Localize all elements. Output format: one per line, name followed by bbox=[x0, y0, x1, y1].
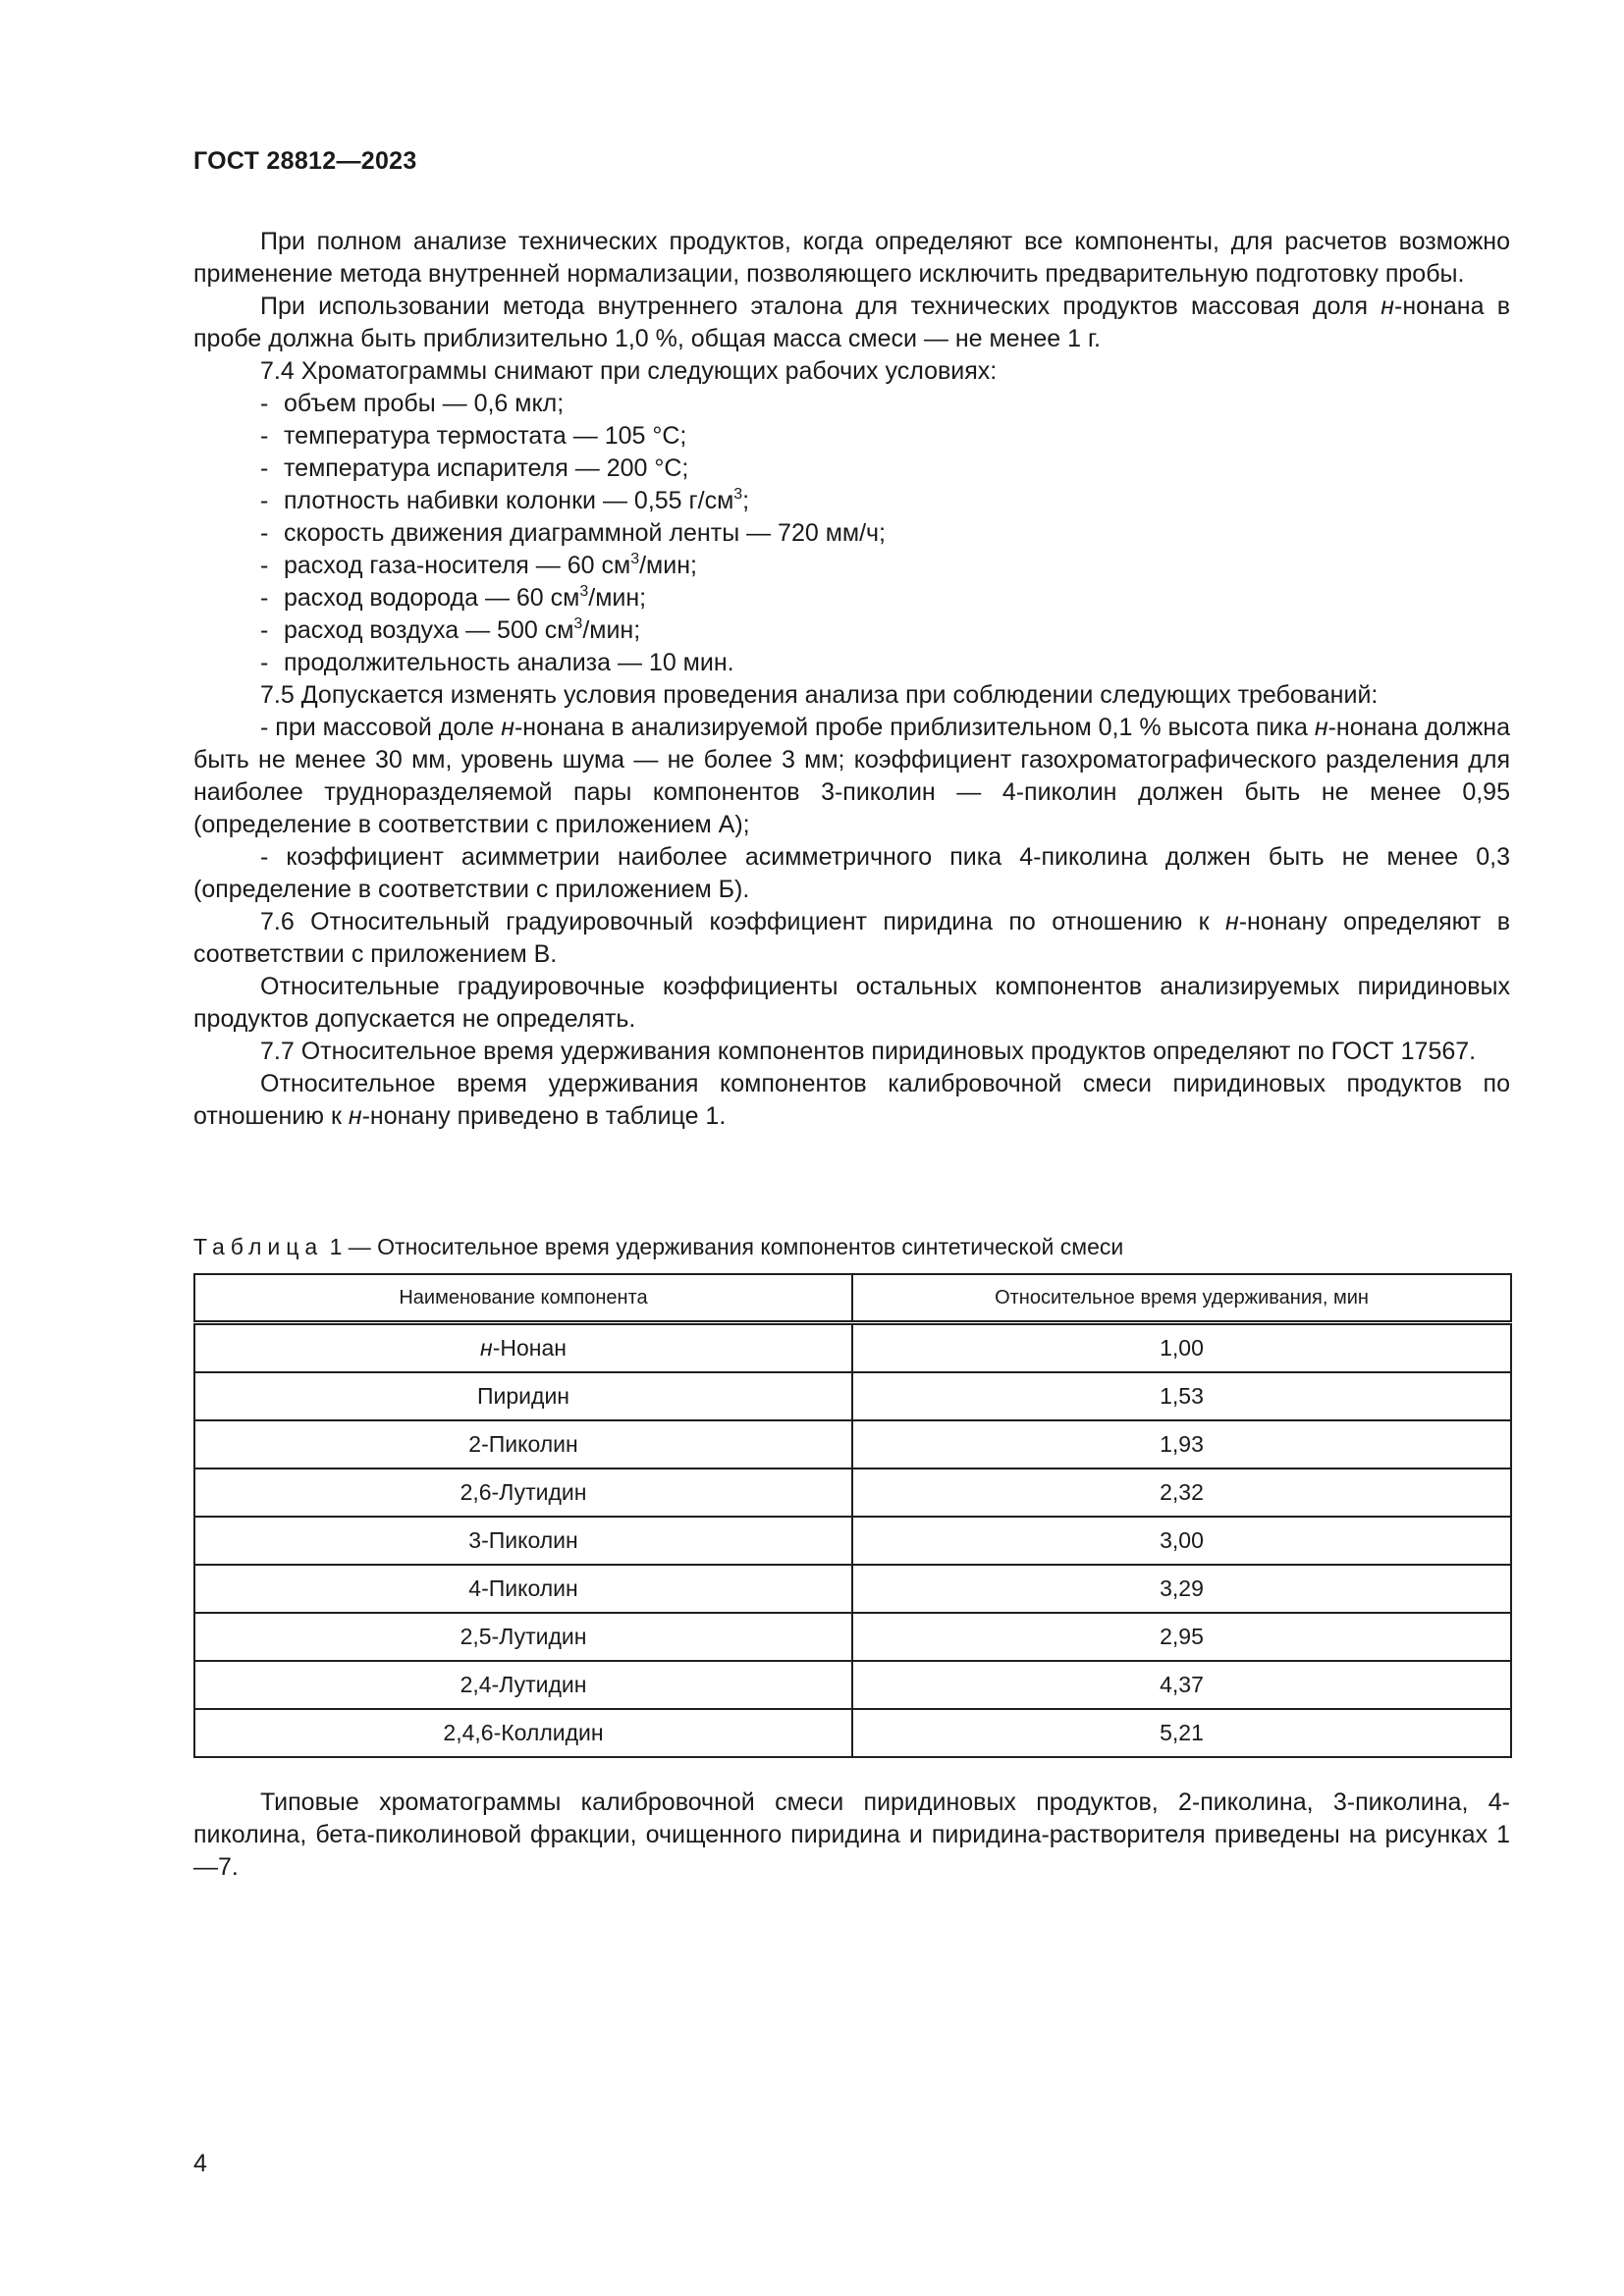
column-header: Наименование компонента bbox=[194, 1274, 852, 1323]
table-row bbox=[194, 1468, 1511, 1517]
table-row bbox=[194, 1709, 1511, 1757]
retention-time: 2,95 bbox=[852, 1613, 1511, 1661]
retention-time: 4,37 bbox=[852, 1661, 1511, 1709]
retention-time: 1,00 bbox=[852, 1323, 1511, 1373]
table-row bbox=[194, 1517, 1511, 1565]
component-name: Пиридин bbox=[194, 1372, 852, 1420]
component-name: 2-Пиколин bbox=[194, 1420, 852, 1468]
component-name: 2,6-Лутидин bbox=[194, 1468, 852, 1517]
table-caption: Таблица 1 — Относительное время удерживания компонентов синтетической смеси bbox=[193, 1234, 1124, 1259]
list-item: - объем пробы — 0,6 мкл; bbox=[260, 390, 565, 417]
table-header-row bbox=[194, 1274, 1511, 1323]
paragraph: При полном анализе технических продуктов, когда определяют все компоненты, для расчетов возможно применение метода внутренней нормализации, позволяющего исключить предварительную подготовку пробы. bbox=[193, 228, 1510, 288]
retention-time: 1,53 bbox=[852, 1372, 1511, 1420]
table-row bbox=[194, 1613, 1511, 1661]
body-text bbox=[193, 226, 1510, 1133]
table-row bbox=[194, 1323, 1511, 1373]
table-row bbox=[194, 1661, 1511, 1709]
retention-time: 3,29 bbox=[852, 1565, 1511, 1613]
list-item: - температура термостата — 105 °С; bbox=[260, 422, 687, 450]
retention-time: 5,21 bbox=[852, 1709, 1511, 1757]
section-7-5: 7.5 Допускается изменять условия проведения анализа при соблюдении следующих требований: bbox=[260, 681, 1379, 709]
page-number: 4 bbox=[193, 2150, 207, 2177]
closing-text bbox=[193, 1787, 1510, 1884]
list-item: - скорость движения диаграммной ленты — 720 мм/ч; bbox=[260, 519, 887, 547]
component-name: н-Нонан bbox=[194, 1323, 852, 1373]
retention-time: 1,93 bbox=[852, 1420, 1511, 1468]
component-name: 2,5-Лутидин bbox=[194, 1613, 852, 1661]
section-7-4: 7.4 Хроматограммы снимают при следующих рабочих условиях: bbox=[260, 357, 998, 385]
retention-time: 3,00 bbox=[852, 1517, 1511, 1565]
paragraph: Типовые хроматограммы калибровочной смеси пиридиновых продуктов, 2-пиколина, 3-пиколина, 4-пиколина, бета-пиколиновой фракции, очищенного пиридина и пиридина-растворителя приведены на рисунках 1—7. bbox=[193, 1789, 1510, 1881]
column-header: Относительное время удерживания, мин bbox=[852, 1274, 1511, 1323]
list-item: - расход воздуха — 500 $см^3$/мин; bbox=[260, 615, 641, 644]
paragraph: - коэффициент асимметрии наиболее асимметричного пика 4-пиколина должен быть не менее 0,3 (определение в соответствии с приложением Б). bbox=[193, 843, 1510, 903]
table-row bbox=[194, 1420, 1511, 1468]
table-row bbox=[194, 1565, 1511, 1613]
component-name: 2,4-Лутидин bbox=[194, 1661, 852, 1709]
list-item: - расход газа-носителя — 60 $см^3$/мин; bbox=[260, 551, 697, 579]
list-item: - температура испарителя — 200 °С; bbox=[260, 454, 689, 482]
component-name: 2,4,6-Коллидин bbox=[194, 1709, 852, 1757]
component-name: 4-Пиколин bbox=[194, 1565, 852, 1613]
retention-time-table bbox=[193, 1273, 1512, 1758]
retention-time: 2,32 bbox=[852, 1468, 1511, 1517]
paragraph: - при массовой доле н-нонана в анализируемой пробе приблизительном 0,1 % высота пика н-нонана должна быть не менее 30 мм, уровень шума — не более 3 мм; коэффициент газохроматографического разделения для наиболее трудноразделяемой пары компонентов 3-пиколин — 4-пиколин должен быть не менее 0,95 (определение в соответствии с приложением А); bbox=[193, 714, 1511, 838]
table-row bbox=[194, 1372, 1511, 1420]
paragraph: Относительное время удерживания компонентов калибровочной смеси пиридиновых продуктов по отношению к н-нонану приведено в таблице 1. bbox=[193, 1070, 1510, 1130]
list-item: - плотность набивки колонки — 0,55 $г/см^3$; bbox=[260, 486, 750, 514]
list-item: - продолжительность анализа — 10 мин. bbox=[260, 649, 734, 676]
paragraph: Относительные градуировочные коэффициенты остальных компонентов анализируемых пиридиновых продуктов допускается не определять. bbox=[193, 973, 1510, 1033]
section-7-6: 7.6 Относительный градуировочный коэффициент пиридина по отношению к н-нонану определяют в соответствии с приложением В. bbox=[193, 908, 1510, 968]
document-header: ГОСТ 28812—2023 bbox=[193, 147, 417, 175]
section-7-7: 7.7 Относительное время удерживания компонентов пиридиновых продуктов определяют по ГОСТ 17567. bbox=[260, 1038, 1477, 1065]
component-name: 3-Пиколин bbox=[194, 1517, 852, 1565]
paragraph: При использовании метода внутреннего эталона для технических продуктов массовая доля н-нонана в пробе должна быть приблизительно 1,0 %, общая масса смеси — не менее 1 г. bbox=[193, 293, 1510, 352]
list-item: - расход водорода — 60 $см^3$/мин; bbox=[260, 583, 647, 612]
